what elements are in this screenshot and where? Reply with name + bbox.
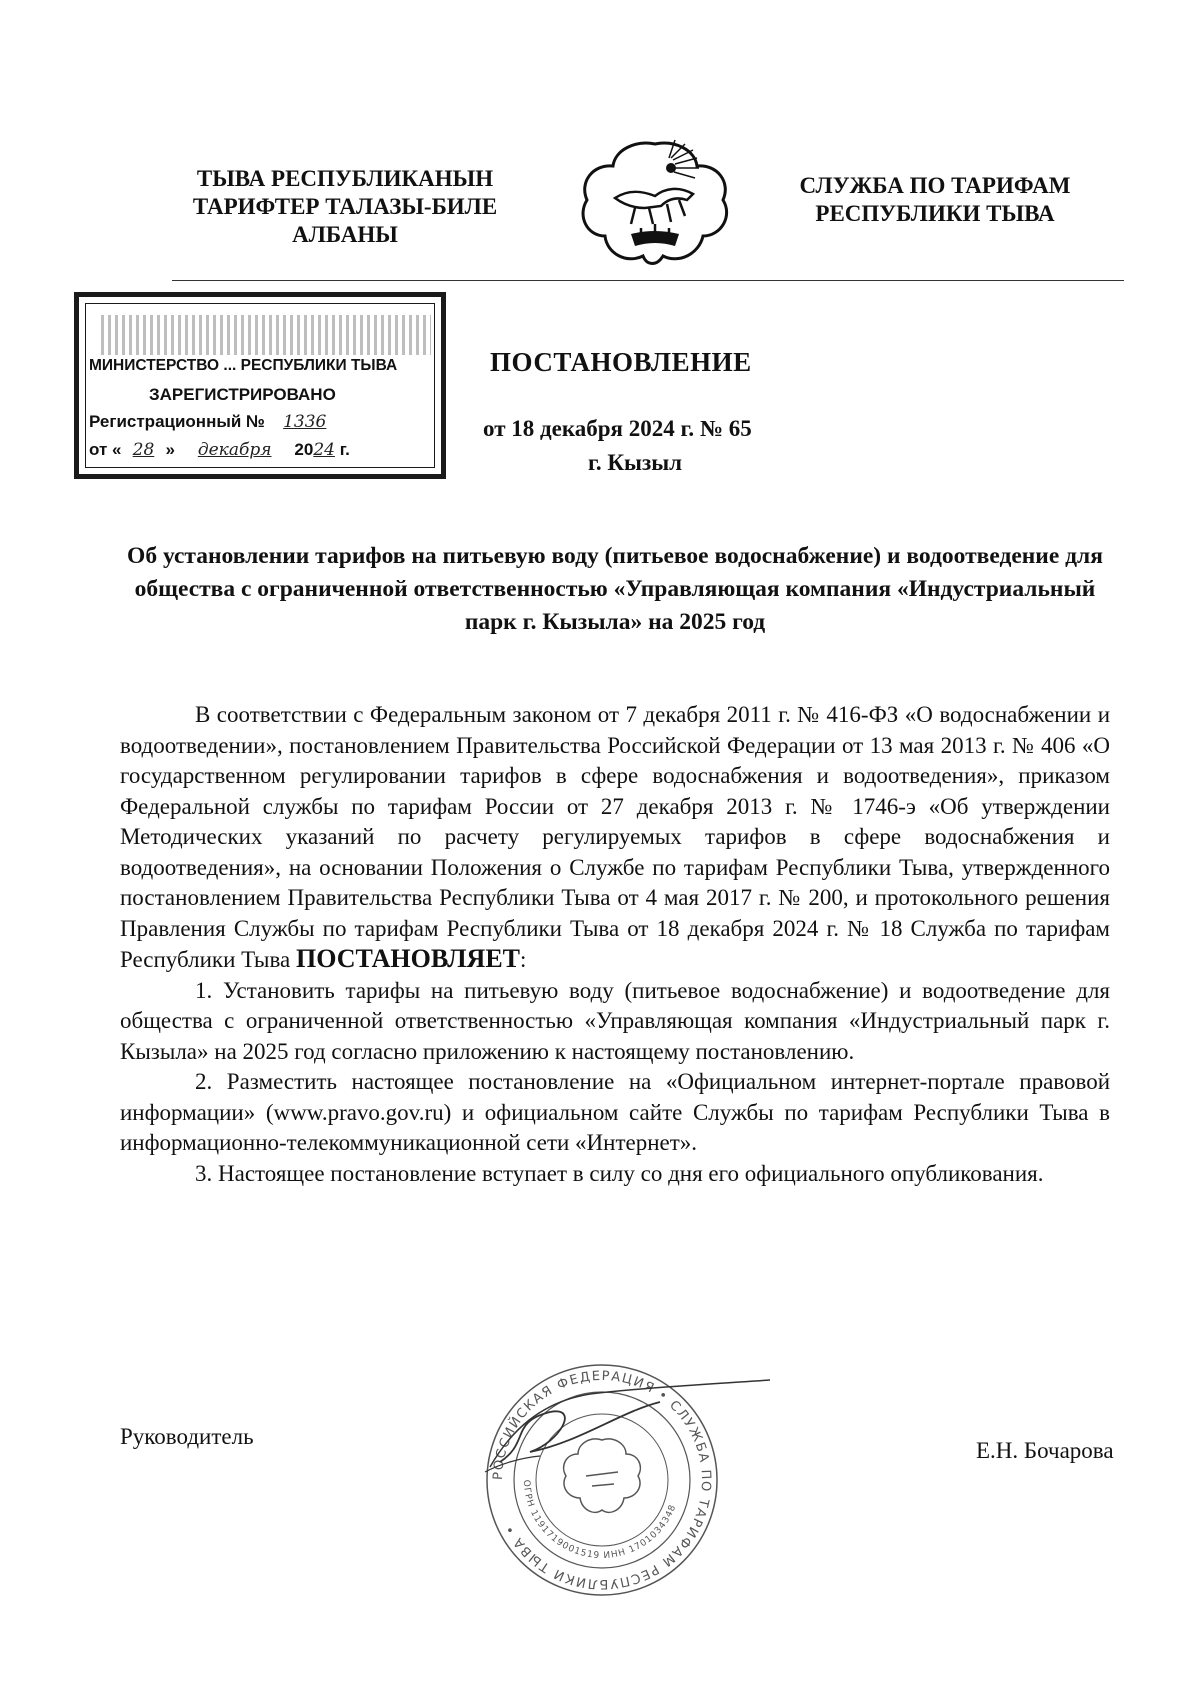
seal-outer-text: РОССИЙСКАЯ ФЕДЕРАЦИЯ • СЛУЖБА ПО ТАРИФАМ РЕСПУБЛИКИ ТЫВА • bbox=[490, 1368, 714, 1592]
stamp-reg-number-line bbox=[89, 412, 340, 432]
preamble-text: В соответствии с Федеральным законом от 7 декабря 2011 г. № 416-ФЗ «О водоснабжении и водоотведении», постановлением Правительства Российской Федерации от 13 мая 2013 г. № 406 «О государственном регулировании тарифов в сфере водоснабжения и водоотведения», приказом Федеральной службы по тарифам России от 27 декабря 2013 г. № 1746-э «Об утверждении Методических указаний по расчету регулируемых тарифов в сфере водоснабжения и водоотведения», на основании Положения о Службе по тарифам Республики Тыва, утвержденного постановлением Правительства Республики Тыва от 4 мая 2017 г. № 200, и протокольного решения Правления Службы по тарифам Республики Тыва от 18 декабря 2024 г. № 18 Служба по тарифам Республики Тыва bbox=[120, 702, 1110, 972]
stamp-quote-close: » bbox=[165, 440, 175, 459]
coat-of-arms-emblem bbox=[575, 136, 735, 271]
registration-stamp bbox=[74, 292, 446, 479]
stamp-year-suffix: 24 bbox=[313, 440, 335, 460]
stamp-redacted-area bbox=[101, 315, 431, 355]
stamp-month: декабря bbox=[197, 440, 272, 460]
stamp-reg-label: Регистрационный № bbox=[89, 412, 265, 431]
decree-item-2: 2. Разместить настоящее постановление на «Официальном интернет-портале правовой информации» (www.pravo.gov.ru) и официальном сайте Службы по тарифам Республики Тыва в информационно-телекоммуникационной сети «Интернет». bbox=[120, 1069, 1110, 1155]
stamp-day: 28 bbox=[132, 440, 155, 460]
header-right-title bbox=[770, 172, 1100, 228]
decree-word: ПОСТАНОВЛЯЕТ bbox=[296, 944, 521, 973]
handwritten-signature bbox=[470, 1372, 780, 1482]
stamp-year-prefix: 20 bbox=[294, 440, 314, 459]
header-left-line: ТАРИФТЕР ТАЛАЗЫ-БИЛЕ bbox=[192, 194, 498, 219]
document-date-number: от 18 декабря 2024 г. № 65 bbox=[483, 416, 752, 441]
header-divider bbox=[172, 280, 1124, 281]
preamble-paragraph bbox=[120, 700, 1110, 976]
header-right-line: СЛУЖБА ПО ТАРИФАМ bbox=[799, 173, 1071, 198]
document-body bbox=[120, 700, 1110, 1189]
document-city: г. Кызыл bbox=[588, 450, 683, 475]
decree-colon: : bbox=[520, 947, 527, 972]
stamp-from-label: от « bbox=[89, 440, 122, 459]
seal-inner-text: ОГРН 1191719001519 ИНН 1701034348 bbox=[520, 1479, 679, 1562]
decree-item-3: 3. Настоящее постановление вступает в силу со дня его официального опубликования. bbox=[195, 1160, 1044, 1186]
stamp-status: ЗАРЕГИСТРИРОВАНО bbox=[149, 385, 336, 404]
header-left-line: АЛБАНЫ bbox=[292, 222, 398, 247]
header-left-line: ТЫВА РЕСПУБЛИКАНЫН bbox=[196, 166, 494, 191]
header-right-line: РЕСПУБЛИКИ ТЫВА bbox=[815, 201, 1055, 226]
stamp-date-line bbox=[89, 440, 350, 460]
signatory-role: Руководитель bbox=[120, 1424, 254, 1449]
decree-item-1: 1. Установить тарифы на питьевую воду (питьевое водоснабжение) и водоотведение для общества с ограниченной ответственностью «Управляющая компания «Индустриальный парк г. Кызыла» на 2025 год согласно приложению к настоящему постановлению. bbox=[120, 977, 1110, 1064]
stamp-ministry: МИНИСТЕРСТВО ... РЕСПУБЛИКИ ТЫВА bbox=[89, 357, 398, 374]
signatory-name: Е.Н. Бочарова bbox=[976, 1438, 1114, 1463]
document-subject: Об установлении тарифов на питьевую воду (питьевое водоснабжение) и водоотведение для общества с ограниченной ответственностью «Управляющая компания «Индустриальный парк г. Кызыла» на 2025 год bbox=[127, 543, 1103, 635]
stamp-year-unit: г. bbox=[339, 440, 350, 459]
stamp-reg-number: 1336 bbox=[283, 412, 327, 432]
header-left-title bbox=[180, 165, 510, 249]
document-title: ПОСТАНОВЛЕНИЕ bbox=[490, 347, 752, 377]
